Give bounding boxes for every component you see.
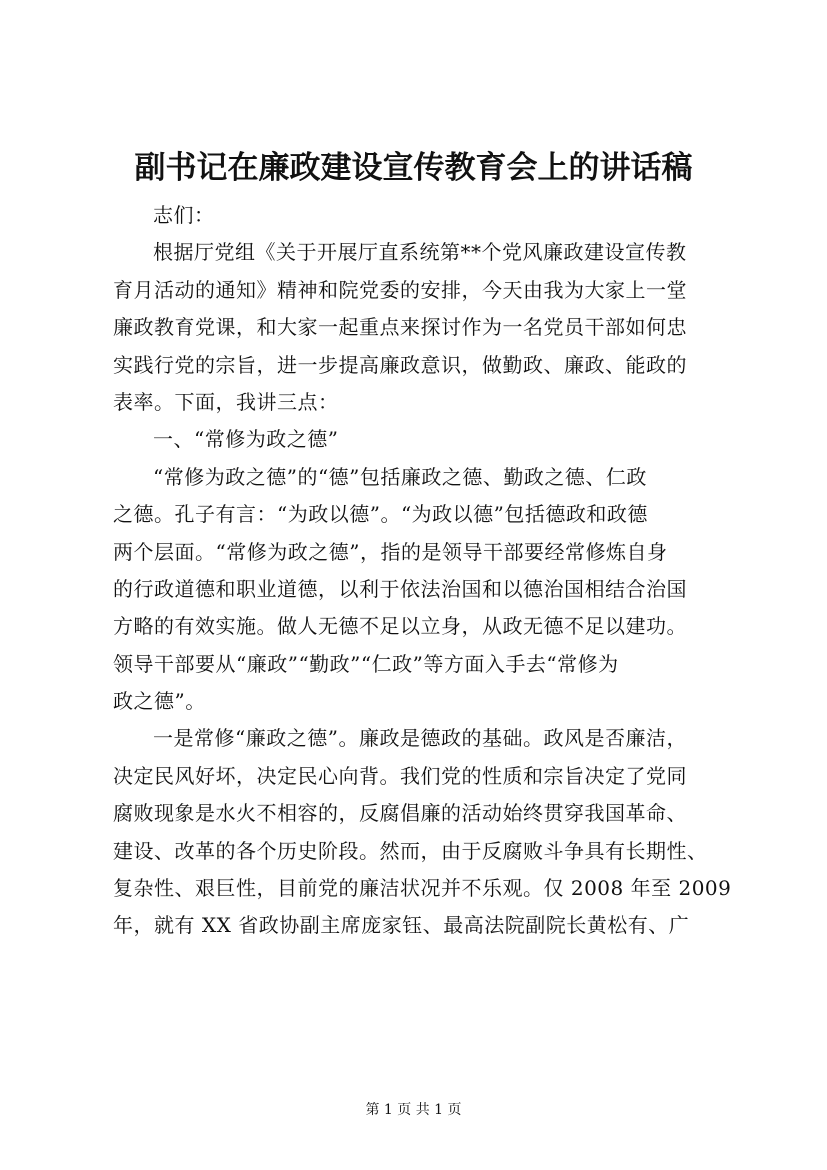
- text-line: “常修为政之德”的“德”包括廉政之德、勤政之德、仁政: [153, 464, 647, 489]
- document-body: [113, 197, 733, 945]
- text-line: 领导干部要从“廉政”“勤政”“仁政”等方面入手去“常修为: [113, 651, 619, 676]
- document-title: 副书记在廉政建设宣传教育会上的讲话稿: [134, 150, 693, 186]
- text-line: 实践行党的宗旨，进一步提高廉政意识，做勤政、廉政、能政的: [113, 352, 687, 377]
- text-line: 表率。下面，我讲三点：: [113, 389, 339, 414]
- text-line: 两个层面。“常修为政之德”，指的是领导干部要经常修炼自身: [113, 539, 668, 564]
- text-line: 之德。孔子有言：“为政以德”。“为政以德”包括德政和政德: [113, 502, 648, 527]
- text-line: 年，就有 XX 省政协副主席庞家钰、最高法院副院长黄松有、广: [113, 913, 690, 938]
- text-line: 的行政道德和职业道德，以利于依法治国和以德治国相结合治国: [113, 576, 687, 601]
- text-line: 廉政教育党课，和大家一起重点来探讨作为一名党员干部如何忠: [113, 315, 687, 340]
- text-line: 志们：: [153, 203, 215, 227]
- text-line: 育月活动的通知》精神和院党委的安排，今天由我为大家上一堂: [113, 277, 687, 302]
- text-line: 复杂性、艰巨性，目前党的廉洁状况并不乐观。仅 2008 年至 2009: [113, 876, 732, 901]
- text-line: 根据厅党组《关于开展厅直系统第**个党风廉政建设宣传教: [153, 240, 687, 265]
- text-line: 决定民风好坏，决定民心向背。我们党的性质和宗旨决定了党同: [113, 763, 687, 788]
- text-line: 建设、改革的各个历史阶段。然而，由于反腐败斗争具有长期性、: [113, 838, 708, 863]
- page-footer: 第 1 页 共 1 页: [365, 1102, 462, 1118]
- text-line: 政之德”。: [113, 689, 206, 714]
- section-heading: 一、“常修为政之德”: [153, 427, 339, 452]
- text-line: 一是常修“廉政之德”。廉政是德政的基础。政风是否廉洁，: [153, 726, 687, 751]
- text-line: 腐败现象是水火不相容的，反腐倡廉的活动始终贯穿我国革命、: [113, 801, 687, 826]
- text-line: 方略的有效实施。做人无德不足以立身，从政无德不足以建功。: [113, 614, 687, 639]
